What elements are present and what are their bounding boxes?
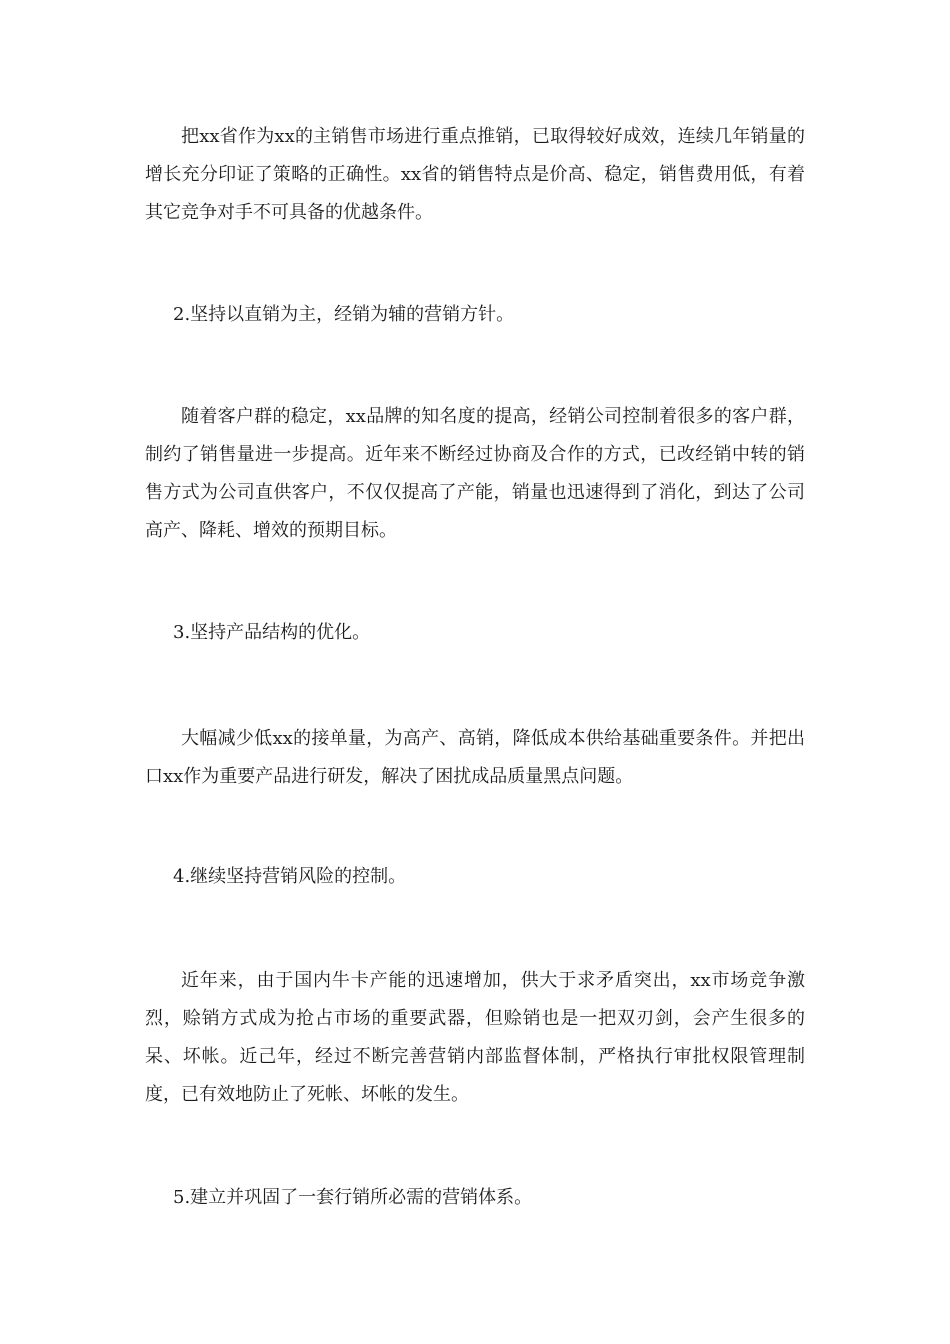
heading-product-structure: 3.坚持产品结构的优化。 <box>173 622 371 643</box>
heading-risk-control: 4.继续坚持营销风险的控制。 <box>173 866 407 887</box>
paragraph-product-structure: 大幅减少低xx的接单量，为高产、高销，降低成本供给基础重要条件。并把出口xx作为重要产品进行研发，解决了困扰成品质量黑点问题。 <box>145 728 805 787</box>
heading-marketing-system: 5.建立并巩固了一套行销所必需的营销体系。 <box>173 1187 533 1208</box>
paragraph-risk-control: 近年来，由于国内牛卡产能的迅速增加，供大于求矛盾突出，xx市场竞争激烈，赊销方式成为抢占市场的重要武器，但赊销也是一把双刃剑，会产生很多的呆、坏帐。近己年，经过不断完善营销内部监督体制，严格执行审批权限管理制度，已有效地防止了死帐、坏帐的发生。 <box>145 970 805 1105</box>
paragraph-main-market: 把xx省作为xx的主销售市场进行重点推销，已取得较好成效，连续几年销量的增长充分印证了策略的正确性。xx省的销售特点是价高、稳定，销售费用低，有着其它竞争对手不可具备的优越条件。 <box>145 126 805 223</box>
heading-direct-sales: 2.坚持以直销为主，经销为辅的营销方针。 <box>173 304 515 325</box>
paragraph-direct-sales: 随着客户群的稳定，xx品牌的知名度的提高，经销公司控制着很多的客户群，制约了销售量进一步提高。近年来不断经过协商及合作的方式，已改经销中转的销售方式为公司直供客户，不仅仅提高了产能，销量也迅速得到了消化，到达了公司高产、降耗、增效的预期目标。 <box>145 406 805 541</box>
